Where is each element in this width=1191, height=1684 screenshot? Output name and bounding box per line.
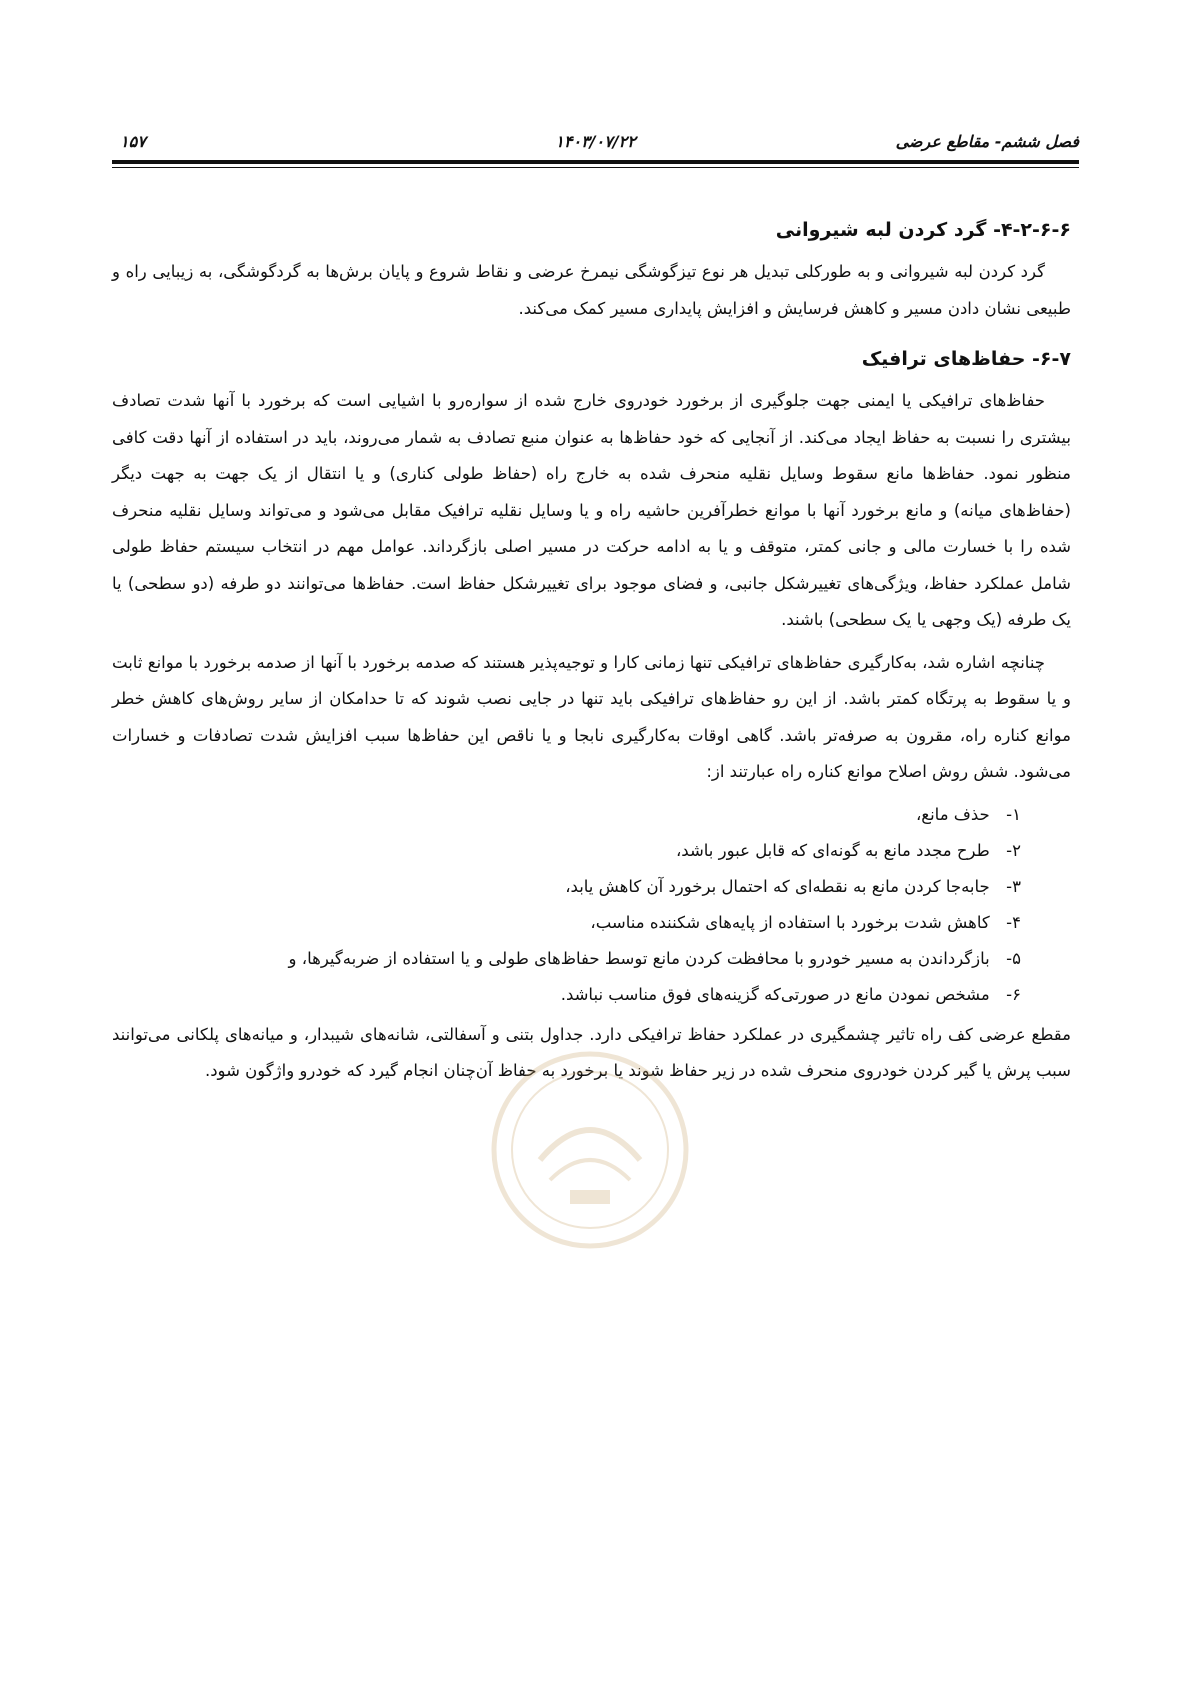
list-text: کاهش شدت برخورد با استفاده از پایه‌های شکننده مناسب، xyxy=(590,912,990,932)
paragraph: حفاظ‌های ترافیکی یا ایمنی جهت جلوگیری از برخورد خودروی خارج شده از سواره‌رو با اشیایی است که برخورد با آنها شدت تصادف بیشتری را نسبت به حفاظ ایجاد می‌کند. از آنجایی که خود حفاظ‌ها به عنوان منبع تصادف به شمار می‌روند، باید در استفاده از آنها دقت کافی منظور نمود. حفاظ‌ها مانع سقوط وسایل نقلیه منحرف شده به خارج راه (حفاظ طولی کناری) و یا انتقال از یک جهت به جهت دیگر (حفاظ‌های میانه) و مانع برخورد آنها با موانع خطرآفرین حاشیه راه و یا وسایل نقلیه ترافیک مقابل می‌شود و می‌تواند وسایل نقلیه منحرف شده را با خسارت مالی و جانی کمتر، متوقف و یا به ادامه حرکت در مسیر اصلی بازگرداند. عوامل مهم در انتخاب سیستم حفاظ طولی شامل عملکرد حفاظ، ویژگی‌های تغییرشکل جانبی، و فضای موجود برای تغییرشکل حفاظ است. حفاظ‌ها می‌توانند دو طرفه (دو سطحی) یا یک طرفه (یک وجهی یا یک سطحی) باشند. xyxy=(112,391,1071,629)
list-item xyxy=(112,833,1021,869)
list-number: ۲- xyxy=(1006,840,1021,860)
chapter-title: فصل ششم- مقاطع عرضی xyxy=(895,132,1079,151)
list-text: بازگرداندن به مسیر خودرو با محافظت کردن مانع توسط حفاظ‌های طولی و یا استفاده از ضربه‌گیرها، و xyxy=(288,948,990,968)
list-number: ۶- xyxy=(1006,984,1021,1004)
paragraph: چنانچه اشاره شد، به‌کارگیری حفاظ‌های ترافیکی تنها زمانی کارا و توجیه‌پذیر هستند که صدمه برخورد با آنها از صدمه برخورد با موانع ثابت و یا سقوط به پرتگاه کمتر باشد. از این رو حفاظ‌های ترافیکی باید تنها در جایی نصب شوند که تا حدامکان از سایر روش‌های کاهش خطر موانع کناره راه، مقرون به صرفه‌تر باشد. گاهی اوقات به‌کارگیری نابجا و یا ناقص این حفاظ‌ها سبب افزایش شدت تصادفات و خسارات می‌شود. شش روش اصلاح موانع کناره راه عبارتند از: xyxy=(112,652,1071,781)
paragraph: مقطع عرضی کف راه تاثیر چشمگیری در عملکرد حفاظ ترافیکی دارد. جداول بتنی و آسفالتی، شانه‌های شیبدار، و میانه‌های پلکانی می‌توانند سبب پرش یا گیر کردن خودروی منحرف شده در زیر حفاظ شوند یا برخورد به حفاظ آن‌چنان انجام گیرد که خودرو واژگون شود. xyxy=(112,1024,1071,1080)
page-body xyxy=(112,212,1071,1096)
list-item xyxy=(112,905,1021,941)
list-text: مشخص نمودن مانع در صورتی‌که گزینه‌های فوق مناسب نباشد. xyxy=(560,984,990,1004)
header-date: ۱۴۰۳/۰۷/۲۲ xyxy=(555,132,636,151)
list-item xyxy=(112,869,1021,905)
remedy-list xyxy=(112,797,1071,1013)
section-heading-traffic-barriers: ۶-۷- حفاظ‌های ترافیک xyxy=(861,348,1071,370)
list-number: ۱- xyxy=(1006,804,1021,824)
list-number: ۳- xyxy=(1006,876,1021,896)
list-text: طرح مجدد مانع به گونه‌ای که قابل عبور باشد، xyxy=(675,840,990,860)
list-item xyxy=(112,797,1021,833)
header-rule-thick xyxy=(112,160,1079,164)
list-number: ۴- xyxy=(1006,912,1021,932)
list-text: جابه‌جا کردن مانع به نقطه‌ای که احتمال برخورد آن کاهش یابد، xyxy=(565,876,990,896)
running-header xyxy=(112,128,1079,156)
section-heading-slope-rounding: ۴-۲-۶-۶- گرد کردن لبه شیروانی xyxy=(775,219,1071,241)
paragraph: گرد کردن لبه شیروانی و به طورکلی تبدیل هر نوع تیزگوشگی نیمرخ عرضی و نقاط شروع و پایان برش‌ها به گردگوشگی، به زیبایی راه و طبیعی نشان دادن مسیر و کاهش فرسایش و افزایش پایداری مسیر کمک می‌کند. xyxy=(112,262,1071,318)
header-rule-thin xyxy=(112,167,1079,168)
list-item xyxy=(112,941,1021,977)
list-number: ۵- xyxy=(1006,948,1021,968)
list-text: حذف مانع، xyxy=(915,804,990,824)
list-item xyxy=(112,977,1021,1013)
page-number: ۱۵۷ xyxy=(120,132,146,151)
